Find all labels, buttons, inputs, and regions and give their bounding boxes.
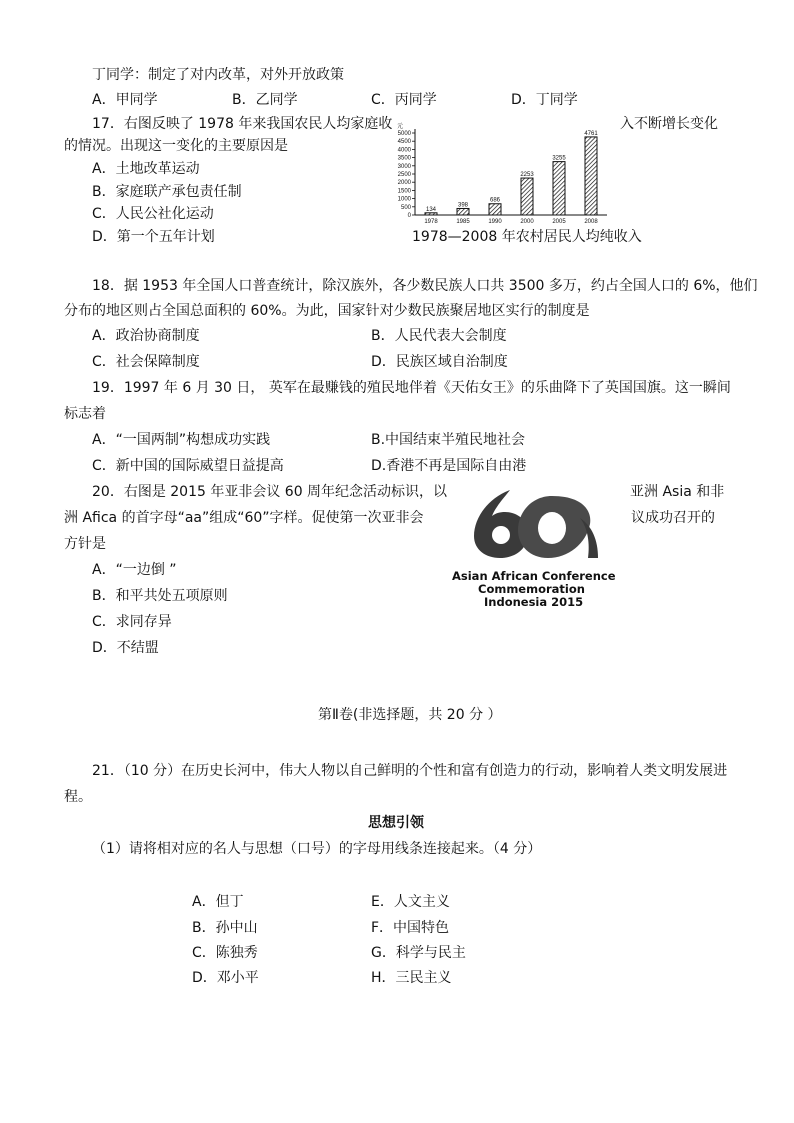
section2-title: 第Ⅱ卷(非选择题，共 20 分 ） <box>318 707 502 723</box>
q17-option-b: B．家庭联产承包责任制 <box>92 184 242 200</box>
q21-subquestion-1: （1）请将相对应的名人与思想（口号）的字母用线条连接起来。（4 分） <box>92 841 542 857</box>
chart-y-tick-label: 500 <box>400 204 411 211</box>
chart-bar <box>585 137 597 215</box>
asian-african-conference-logo <box>470 488 600 560</box>
q20-option-d: D．不结盟 <box>92 640 159 656</box>
q20-stem-line2-end: 议成功召开的 <box>631 510 715 526</box>
q21-left-c: C．陈独秀 <box>192 945 258 961</box>
q17-stem-line2: 的情况。出现这一变化的主要原因是 <box>64 138 288 154</box>
chart-x-tick-label: 1985 <box>456 219 470 225</box>
chart-y-tick-label: 2000 <box>397 180 411 187</box>
q21-right-g: G．科学与民主 <box>371 945 466 961</box>
chart-y-tick-label: 0 <box>407 213 411 219</box>
q16-option-c: C．丙同学 <box>371 92 437 108</box>
q17-stem-line1-end: 入不断增长变化 <box>620 116 718 132</box>
chart-y-tick-label: 4500 <box>397 139 411 146</box>
chart-y-tick-label: 1000 <box>397 196 411 203</box>
q17-option-a: A．土地改革运动 <box>92 161 200 177</box>
chart-bar <box>425 213 437 215</box>
q19-stem-line2: 标志着 <box>64 406 106 422</box>
chart-x-tick-label: 1978 <box>424 219 438 225</box>
q21-stem-line1: 21．（10 分）在历史长河中，伟大人物以自己鲜明的个性和富有创造力的行动，影响着人类文明发展进 <box>92 763 728 779</box>
q17-option-c: C．人民公社化运动 <box>92 206 214 222</box>
chart-y-tick-label: 3000 <box>397 163 411 170</box>
chart-title: 1978—2008 年农村居民人均纯收入 <box>412 229 642 245</box>
q18-option-a: A．政治协商制度 <box>92 328 200 344</box>
q20-option-a: A．“一边倒 ” <box>92 562 177 578</box>
q20-stem-line2: 洲 Afica 的首字母“aa”组成“60”字样。促使第一次亚非会 <box>64 510 424 526</box>
q20-stem-line3: 方针是 <box>64 536 106 552</box>
chart-y-tick-label: 2500 <box>397 172 411 178</box>
chart-y-tick-label: 1500 <box>397 188 411 195</box>
q17-option-d: D．第一个五年计划 <box>92 229 215 245</box>
chart-bar <box>521 178 533 215</box>
logo-text-line2: Commemoration <box>478 582 585 596</box>
q19-stem-line1: 19．1997 年 6 月 30 日， 英军在最赚钱的殖民地伴着《天佑女王》的乐曲降下了英国国旗。这一瞬间 <box>92 380 731 396</box>
q16-option-d: D．丁同学 <box>511 92 578 108</box>
chart-x-tick-label: 2008 <box>584 219 598 225</box>
q16-option-ding-text: 丁同学：制定了对内改革，对外开放政策 <box>92 67 344 83</box>
chart-x-tick-label: 1990 <box>488 219 502 225</box>
q16-option-a: A．甲同学 <box>92 92 158 108</box>
q21-right-f: F．中国特色 <box>371 920 450 936</box>
logo-text-line1: Asian African Conference <box>452 569 616 583</box>
q18-option-c: C．社会保障制度 <box>92 354 200 370</box>
chart-bar <box>489 204 501 215</box>
logo-text-line3: Indonesia 2015 <box>484 595 584 609</box>
chart-y-tick-label: 5000 <box>397 131 411 137</box>
chart-bar-value-label: 686 <box>489 197 501 204</box>
q18-option-b: B．人民代表大会制度 <box>371 328 507 344</box>
q20-stem-line1-end: 亚洲 Asia 和非 <box>630 484 725 500</box>
q21-right-e: E．人文主义 <box>371 894 450 910</box>
income-bar-chart <box>385 118 615 230</box>
chart-x-tick-label: 2000 <box>520 219 534 225</box>
chart-bar-value-label: 3255 <box>552 155 566 162</box>
chart-bar-value-label: 134 <box>425 206 437 213</box>
chart-y-unit: 元 <box>397 124 404 130</box>
chart-y-tick-label: 3500 <box>397 155 411 162</box>
q21-subtitle: 思想引领 <box>368 815 424 831</box>
chart-bar-value-label: 2253 <box>520 172 534 179</box>
chart-bar-value-label: 4761 <box>584 130 598 137</box>
chart-x-tick-label: 2005 <box>552 219 566 225</box>
chart-bar <box>457 208 469 215</box>
q18-stem-line2: 分布的地区则占全国总面积的 60%。为此，国家针对少数民族聚居地区实行的制度是 <box>64 303 590 319</box>
chart-y-tick-label: 4000 <box>397 147 411 154</box>
q20-option-b: B．和平共处五项原则 <box>92 588 228 604</box>
q21-left-d: D．邓小平 <box>192 970 259 986</box>
q18-stem-line1: 18．据 1953 年全国人口普查统计，除汉族外，各少数民族人口共 3500 多万，约占全国人口的 6%，他们 <box>92 278 758 294</box>
q19-option-c: C．新中国的国际威望日益提高 <box>92 458 284 474</box>
q21-right-h: H．三民主义 <box>371 970 452 986</box>
q19-option-a: A．“一国两制”构想成功实践 <box>92 432 271 448</box>
q21-left-b: B．孙中山 <box>192 920 258 936</box>
q20-stem-line1: 20．右图是 2015 年亚非会议 60 周年纪念活动标识，以 <box>92 484 448 500</box>
chart-bar-value-label: 398 <box>457 202 469 209</box>
q20-option-c: C．求同存异 <box>92 614 172 630</box>
q16-option-b: B．乙同学 <box>232 92 298 108</box>
q18-option-d: D．民族区域自治制度 <box>371 354 508 370</box>
q17-stem-line1: 17．右图反映了 1978 年来我国农民人均家庭收 <box>92 116 393 132</box>
q21-left-a: A．但丁 <box>192 894 244 910</box>
q19-option-d: D.香港不再是国际自由港 <box>371 458 527 474</box>
q21-stem-line2: 程。 <box>64 789 92 805</box>
chart-bar <box>553 162 565 215</box>
q19-option-b: B.中国结束半殖民地社会 <box>371 432 526 448</box>
